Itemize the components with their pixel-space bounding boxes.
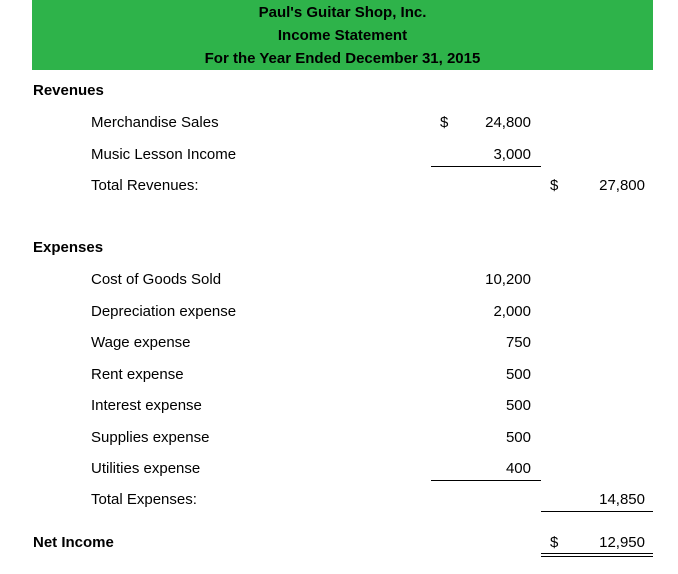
statement-title: Income Statement bbox=[277, 27, 408, 44]
currency-symbol: $ bbox=[550, 534, 559, 551]
expense-item-amount: 750 bbox=[505, 334, 531, 351]
expenses-heading: Expenses bbox=[33, 239, 104, 256]
revenue-item-amount: 3,000 bbox=[493, 146, 531, 163]
revenue-item-amount: 24,800 bbox=[485, 114, 531, 131]
total-rule bbox=[541, 511, 653, 512]
expense-item-label: Interest expense bbox=[91, 397, 202, 414]
expense-item-amount: 400 bbox=[505, 460, 531, 477]
double-underline bbox=[541, 553, 653, 557]
expense-item-label: Utilities expense bbox=[91, 460, 201, 477]
expense-item-label: Cost of Goods Sold bbox=[91, 271, 222, 288]
total-revenues-amount: 27,800 bbox=[599, 177, 645, 194]
total-expenses-label: Total Expenses: bbox=[91, 491, 197, 508]
total-revenues-label: Total Revenues: bbox=[91, 177, 199, 194]
expense-item-amount: 10,200 bbox=[485, 271, 531, 288]
expense-item-amount: 500 bbox=[505, 397, 531, 414]
subtotal-rule bbox=[431, 166, 541, 167]
expense-item-amount: 2,000 bbox=[493, 303, 531, 320]
expense-item-amount: 500 bbox=[505, 429, 531, 446]
expense-item-label: Depreciation expense bbox=[91, 303, 237, 320]
currency-symbol: $ bbox=[550, 177, 559, 194]
currency-symbol: $ bbox=[440, 114, 449, 131]
expense-item-amount: 500 bbox=[505, 366, 531, 383]
statement-header bbox=[32, 0, 653, 70]
net-income-amount: 12,950 bbox=[599, 534, 645, 551]
net-income-label: Net Income bbox=[33, 534, 114, 551]
expense-item-label: Wage expense bbox=[91, 334, 191, 351]
revenues-heading: Revenues bbox=[33, 82, 104, 99]
statement-period: For the Year Ended December 31, 2015 bbox=[204, 50, 481, 67]
total-expenses-amount: 14,850 bbox=[599, 491, 645, 508]
revenue-item-label: Merchandise Sales bbox=[91, 114, 219, 131]
expense-item-label: Supplies expense bbox=[91, 429, 210, 446]
company-name: Paul's Guitar Shop, Inc. bbox=[258, 4, 427, 21]
subtotal-rule bbox=[431, 480, 541, 481]
expense-item-label: Rent expense bbox=[91, 366, 184, 383]
revenue-item-label: Music Lesson Income bbox=[91, 146, 237, 163]
